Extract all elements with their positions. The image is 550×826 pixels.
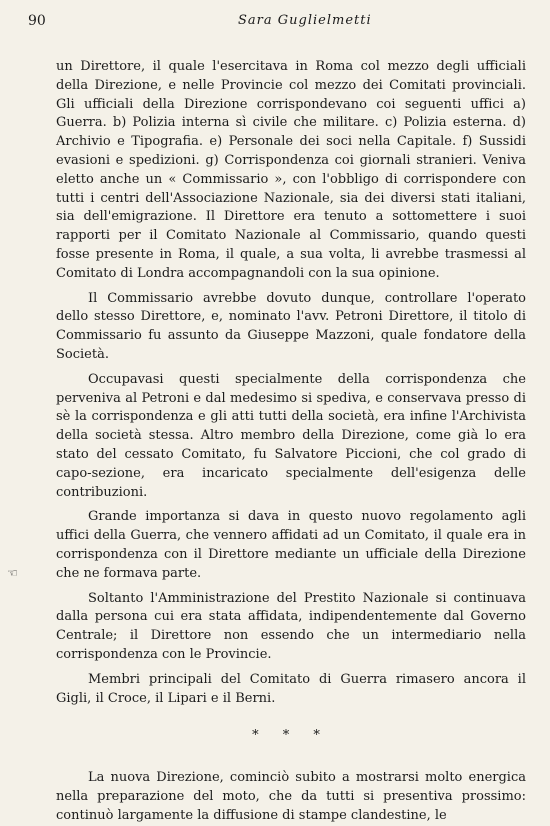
paragraph-2: Il Commissario avrebbe dovuto dunque, controllare l'operato dello stesso Direttore, e, nominato l'avv. Petroni Direttore, il titolo di Commissario fu assunto da Giuseppe Mazzoni, quale fondatore della Società.	[56, 290, 526, 362]
margin-pointing-hand-icon: ☜	[7, 566, 18, 580]
body-text	[56, 58, 526, 826]
page-number: 90	[28, 13, 46, 29]
paragraph-4: Grande importanza si dava in questo nuovo regolamento agli uffici della Guerra, che vennero affidati ad un Comitato, il quale era in corrispondenza con il Direttore mediante un ufficiale della Direzione che ne formava parte.	[56, 509, 526, 581]
paragraph-1: un Direttore, il quale l'esercitava in Roma col mezzo degli ufficiali della Direzione, e nelle Provincie col mezzo dei Comitati provinciali. Gli ufficiali della Direzione corrispondevano coi seguenti uffici a) Guerra. b) Polizia interna sì civile che militare. c) Polizia esterna. d) Archivio e Tipografia. e) Personale dei soci nella Capitale. f) Sussidi evasioni e spedizioni. g) Corrispondenza coi giornali stranieri. Veniva eletto anche un « Commissario », con l'obbligo di corrispondere con tutti i centri dell'Associazione Nazionale, sia dei diversi stati italiani, sia dell'emigrazione. Il Direttore era tenuto a sottomettere i suoi rapporti per il Comitato Nazionale al Commissario, quando questi fosse presente in Roma, il quale, a sua volta, li avrebbe trasmessi al Comitato di Londra accompagnandoli con la sua opinione.	[56, 59, 526, 281]
section-break-asterism: * * *	[252, 728, 330, 744]
paragraph-3: Occupavasi questi specialmente della corrispondenza che perveniva al Petroni e dal medesimo si spediva, e conservava presso di sè la corrispondenza e gli atti tutti della società, era infine l'Archivista della società stessa. Altro membro della Direzione, come già lo era stato del cessato Comitato, fu Salvatore Piccioni, che col grado di capo-sezione, era incaricato specialmente dell'esigenza delle contribuzioni.	[56, 371, 526, 500]
paragraph-5: Soltanto l'Amministrazione del Prestito Nazionale si continuava dalla persona cui era stata affidata, indipendentemente dal Governo Centrale; il Direttore non essendo che un intermediario nella corrispondenza con le Provincie.	[56, 590, 526, 662]
running-head: Sara Guglielmetti	[238, 13, 372, 28]
page-header	[28, 13, 526, 35]
paragraph-6: Membri principali del Comitato di Guerra rimasero ancora il Gigli, il Croce, il Lipari e il Berni.	[56, 671, 526, 706]
paragraph-7: La nuova Direzione, cominciò subito a mostrarsi molto energica nella preparazione del moto, che da tutti si presentiva prossimo: continuò largamente la diffusione di stampe clandestine, le	[56, 770, 526, 823]
